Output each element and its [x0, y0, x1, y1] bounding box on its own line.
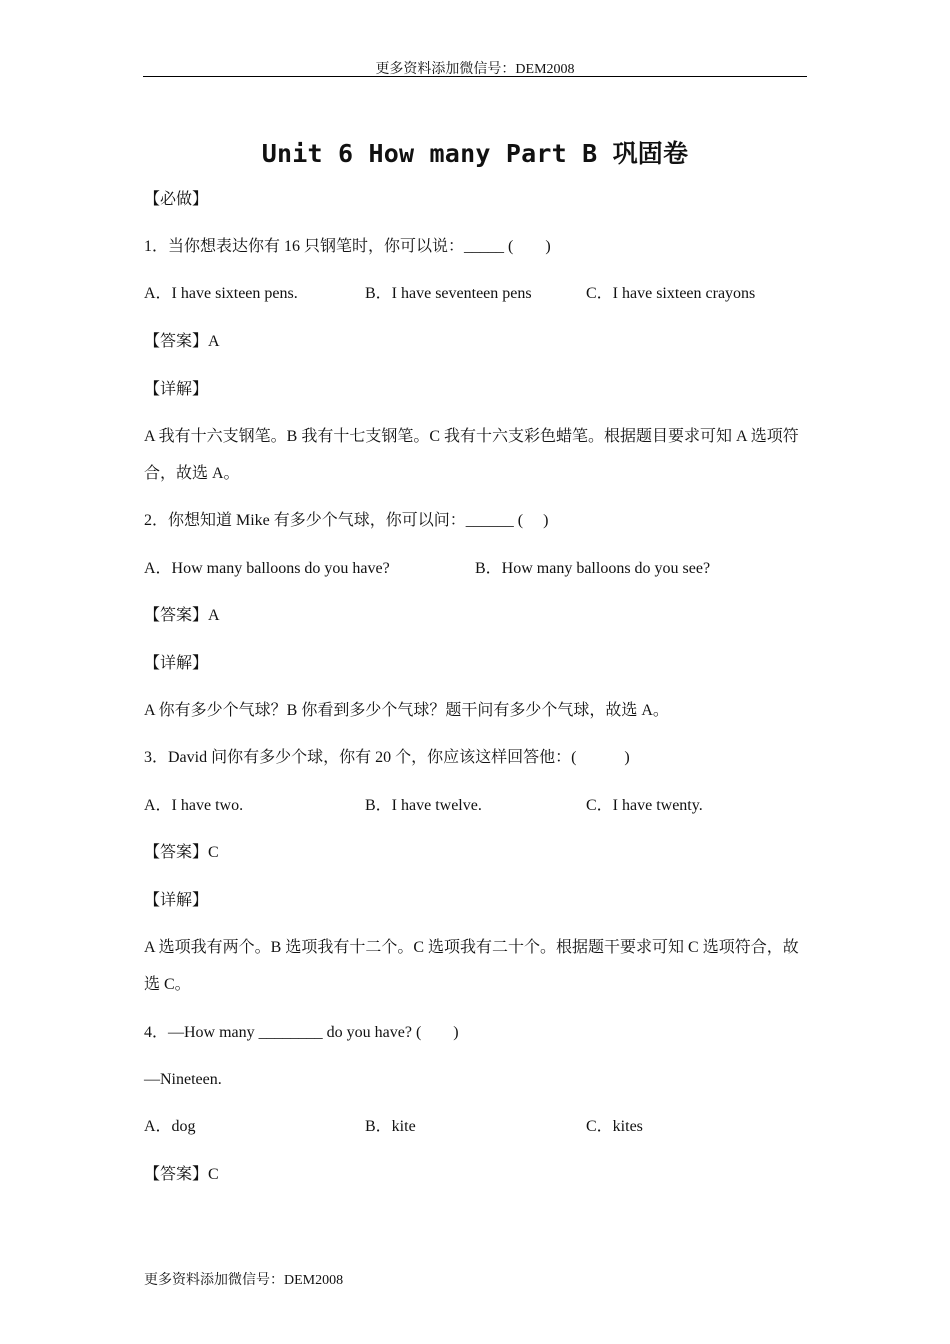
page-footer: 更多资料添加微信号：DEM2008 — [144, 1273, 344, 1288]
question-3-option-c: C．I have twenty. — [586, 797, 703, 814]
question-1-detail-label: 【详解】 — [144, 381, 209, 398]
question-2-explanation: A 你有多少个气球？B 你看到多少个气球？题干问有多少个气球，故选 A。 — [144, 702, 669, 719]
question-3-detail-label: 【详解】 — [144, 892, 209, 909]
question-1-option-b: B．I have seventeen pens — [365, 285, 532, 302]
page-title: Unit 6 How many Part B 巩固卷 — [261, 139, 689, 168]
question-3-explanation: A 选项我有两个。B 选项我有十二个。C 选项我有二十个。根据题干要求可知 C 选项符合，故选 C。 — [144, 939, 799, 993]
question-3-stem: 3．David 问你有多少个球，你有 20 个，你应该这样回答他：( ) — [144, 749, 630, 766]
question-2-answer: 【答案】A — [144, 607, 220, 624]
question-1-explanation: A 我有十六支钢笔。B 我有十七支钢笔。C 我有十六支彩色蜡笔。根据题目要求可知 A 选项符合，故选 A。 — [144, 428, 799, 482]
page-header: 更多资料添加微信号：DEM2008 — [375, 62, 575, 77]
question-1-answer: 【答案】A — [144, 333, 220, 350]
question-4-option-a: A．dog — [144, 1118, 196, 1135]
question-1-option-a: A．I have sixteen pens. — [144, 285, 298, 302]
section-tag: 【必做】 — [144, 191, 209, 208]
question-2-detail-label: 【详解】 — [144, 655, 209, 672]
header-divider — [143, 76, 807, 77]
question-2-option-a: A．How many balloons do you have? — [144, 560, 390, 577]
question-2-stem: 2．你想知道 Mike 有多少个气球，你可以问：______ ( ) — [144, 512, 549, 529]
question-4-option-b: B．kite — [365, 1118, 416, 1135]
question-2-option-b: B．How many balloons do you see? — [475, 560, 711, 577]
question-1-option-c: C．I have sixteen crayons — [586, 285, 756, 302]
question-3-answer: 【答案】C — [144, 844, 219, 861]
question-4-reply: —Nineteen. — [144, 1071, 222, 1088]
question-3-option-b: B．I have twelve. — [365, 797, 482, 814]
question-3-option-a: A．I have two. — [144, 797, 244, 814]
question-1-stem: 1．当你想表达你有 16 只钢笔时，你可以说：_____ ( ) — [144, 238, 551, 255]
question-4-option-c: C．kites — [586, 1118, 643, 1135]
question-4-stem: 4．—How many ________ do you have? ( ) — [144, 1024, 459, 1041]
question-4-answer: 【答案】C — [144, 1166, 219, 1183]
